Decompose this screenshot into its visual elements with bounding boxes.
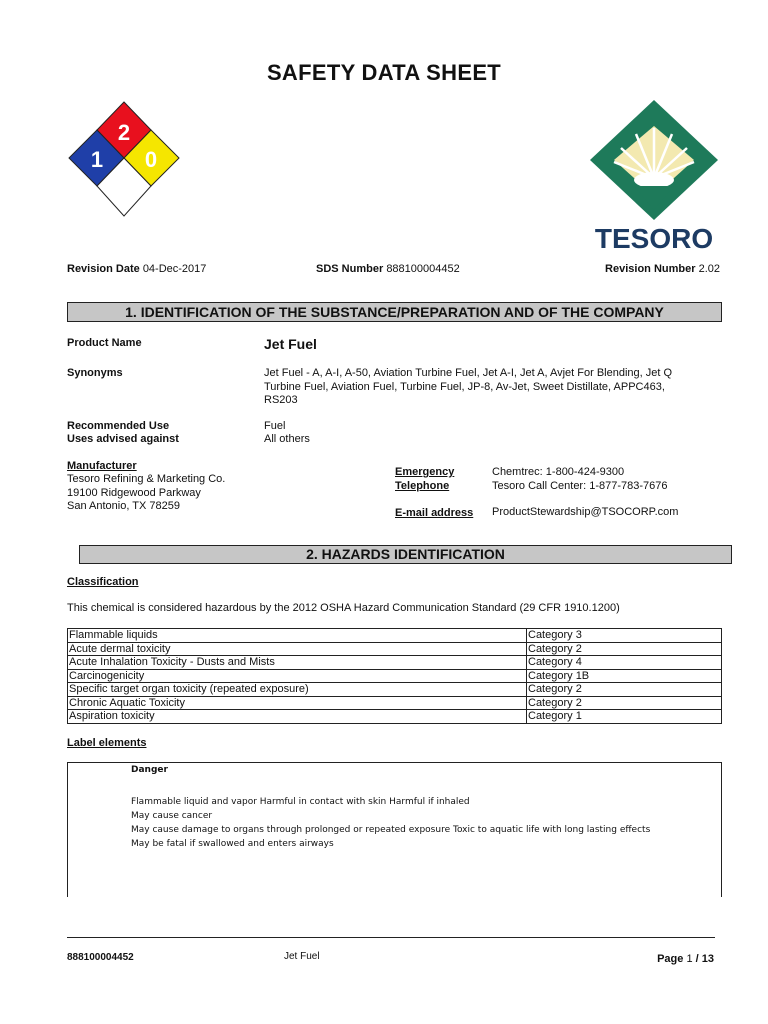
emergency-phone-chemtrec: Chemtrec: 1-800-424-9300 — [492, 466, 625, 478]
email-link[interactable]: ProductStewardship@TSOCORP.com — [492, 506, 679, 518]
hazard-statement: May be fatal if swallowed and enters airways — [131, 839, 334, 849]
table-row — [68, 629, 722, 643]
hazard-class: Acute Inhalation Toxicity - Dusts and Mists — [68, 656, 527, 670]
hazard-category: Category 3 — [527, 629, 722, 643]
email-label: E-mail address — [395, 507, 474, 519]
uses-advised-against: All others — [264, 433, 310, 445]
hazard-statements — [131, 795, 716, 851]
table-row — [68, 642, 722, 656]
product-name: Jet Fuel — [264, 336, 317, 352]
hazard-class: Chronic Aquatic Toxicity — [68, 696, 527, 710]
table-row — [68, 710, 722, 724]
page-current: 1 — [686, 953, 693, 965]
recommended-use-label: Recommended Use — [67, 420, 170, 432]
page-total: / 13 — [695, 953, 714, 965]
section-1-heading: 1. IDENTIFICATION OF THE SUBSTANCE/PREPARATION AND OF THE COMPANY — [67, 302, 722, 322]
hazard-category: Category 2 — [527, 696, 722, 710]
sds-number — [316, 263, 460, 275]
synonyms-line: RS203 — [264, 394, 298, 406]
hazard-category: Category 1B — [527, 669, 722, 683]
nfpa-health: 1 — [90, 147, 104, 172]
page-indicator — [657, 953, 714, 965]
revision-date — [67, 263, 206, 275]
table-row — [68, 683, 722, 697]
classification-table — [67, 628, 722, 724]
signal-word: Danger — [131, 765, 168, 775]
nfpa-diamond-icon — [66, 100, 182, 222]
manufacturer-line: 19100 Ridgewood Parkway — [67, 486, 201, 499]
label-elements-box — [67, 762, 722, 897]
revision-date-label: Revision Date — [67, 263, 140, 275]
manufacturer-label: Manufacturer — [67, 460, 137, 472]
hazard-class: Carcinogenicity — [68, 669, 527, 683]
table-row — [68, 656, 722, 670]
manufacturer-address — [67, 473, 225, 514]
emergency-label: Emergency — [395, 466, 455, 478]
synonyms-label: Synonyms — [67, 367, 123, 379]
revision-number-value: 2.02 — [698, 263, 720, 275]
hazard-statement: May cause cancer — [131, 811, 213, 821]
footer-sds-number: 888100004452 — [67, 952, 134, 963]
synonyms-line: Turbine Fuel, Aviation Fuel, Turbine Fuel, JP-8, Av-Jet, Sweet Distillate, APPC463, — [264, 380, 665, 393]
logo-text: TESORO — [594, 223, 714, 254]
nfpa-instability: 0 — [144, 147, 158, 172]
revision-number-label: Revision Number — [605, 263, 696, 275]
hazard-statement: Flammable liquid and vapor Harmful in contact with skin Harmful if inhaled — [131, 797, 470, 807]
classification-label: Classification — [67, 576, 139, 588]
synonyms — [264, 367, 704, 408]
manufacturer-line: San Antonio, TX 78259 — [67, 500, 180, 512]
sds-number-value: 888100004452 — [386, 263, 460, 275]
synonyms-line: Jet Fuel - A, A-I, A-50, Aviation Turbine Fuel, Jet A-I, Jet A, Avjet For Blending, Jet Q — [264, 367, 673, 379]
hazard-class: Aspiration toxicity — [68, 710, 527, 724]
recommended-use: Fuel — [264, 420, 286, 432]
emergency-phone-tesoro: Tesoro Call Center: 1-877-783-7676 — [492, 480, 668, 492]
footer-divider — [67, 937, 715, 938]
footer-product: Jet Fuel — [284, 951, 320, 962]
hazard-class: Flammable liquids — [68, 629, 527, 643]
page-label: Page — [657, 953, 684, 965]
hazard-category: Category 2 — [527, 642, 722, 656]
revision-number — [605, 263, 720, 275]
osha-statement: This chemical is considered hazardous by the 2012 OSHA Hazard Communication Standard (29 CFR 1910.1200) — [67, 602, 620, 614]
manufacturer-line: Tesoro Refining & Marketing Co. — [67, 473, 226, 485]
product-name-label: Product Name — [67, 337, 142, 349]
hazard-category: Category 2 — [527, 683, 722, 697]
hazard-category: Category 4 — [527, 656, 722, 670]
nfpa-flammability: 2 — [117, 120, 131, 145]
table-row — [68, 696, 722, 710]
sds-number-label: SDS Number — [316, 263, 384, 275]
label-elements-label: Label elements — [67, 737, 147, 749]
hazard-statement: May cause damage to organs through prolonged or repeated exposure Toxic to aquatic life with long lasting effects — [131, 825, 651, 835]
revision-date-value: 04-Dec-2017 — [142, 263, 207, 275]
uses-advised-against-label: Uses advised against — [67, 433, 179, 445]
telephone-label: Telephone — [395, 480, 450, 492]
document-title: SAFETY DATA SHEET — [266, 60, 502, 85]
table-row — [68, 669, 722, 683]
hazard-category: Category 1 — [527, 710, 722, 724]
section-2-heading: 2. HAZARDS IDENTIFICATION — [79, 545, 732, 564]
hazard-class: Acute dermal toxicity — [68, 642, 527, 656]
tesoro-logo-icon — [586, 98, 724, 254]
hazard-class: Specific target organ toxicity (repeated exposure) — [68, 683, 527, 697]
